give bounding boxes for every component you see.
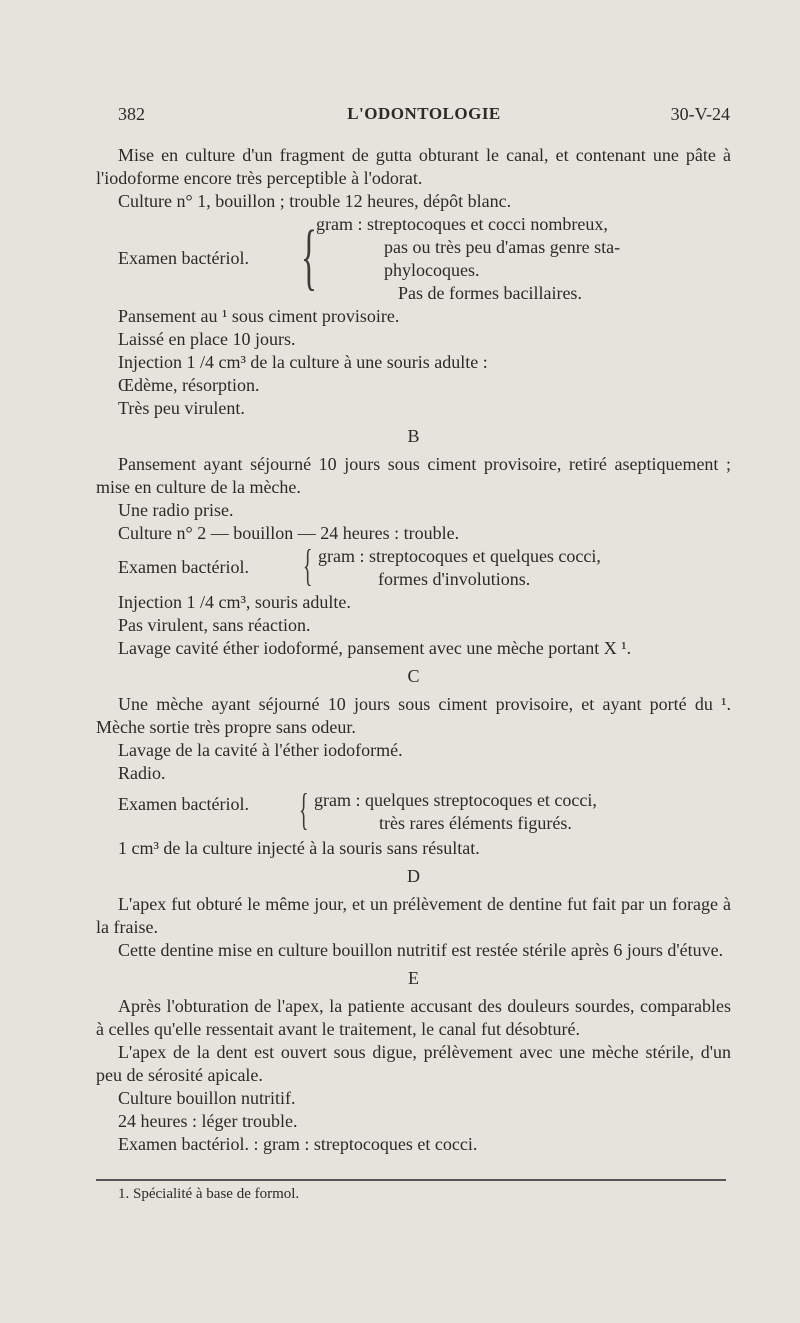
exam-line: Pas de formes bacillaires.	[398, 283, 582, 303]
exam-results	[318, 545, 601, 591]
text-line: 1 cm³ de la culture injecté à la souris sans résultat.	[118, 838, 480, 858]
exam-label: Examen bactériol.	[118, 248, 249, 268]
text-line: Culture bouillon nutritif.	[118, 1088, 296, 1108]
exam-block	[96, 541, 731, 591]
exam-line: gram : quelques streptocoques et cocci,	[314, 790, 597, 810]
footnote: 1. Spécialité à base de formol.	[118, 1186, 300, 1202]
article-body	[96, 144, 731, 1156]
exam-line: pas ou très peu d'amas genre sta-	[384, 237, 621, 257]
running-title: L'ODONTOLOGIE	[347, 104, 501, 123]
text-line: Culture n° 2 — bouillon — 24 heures : trouble.	[118, 523, 460, 543]
exam-line: très rares éléments figurés.	[379, 813, 572, 833]
section-heading-e: E	[408, 968, 419, 988]
culture-line: Culture n° 1, bouillon ; trouble 12 heures, dépôt blanc.	[118, 191, 512, 211]
exam-results	[314, 789, 597, 835]
brace: {	[301, 216, 317, 298]
text-line: 24 heures : léger trouble.	[118, 1111, 298, 1131]
exam-results	[316, 213, 620, 305]
paragraph: Une mèche ayant séjourné 10 jours sous ciment provisoire, et ayant porté du ¹. Mèche sortie très propre sans odeur.	[96, 694, 731, 737]
paragraph: Pansement ayant séjourné 10 jours sous ciment provisoire, retiré aseptiquement ; mise en culture de la mèche.	[96, 454, 731, 497]
paragraph: L'apex fut obturé le même jour, et un prélèvement de dentine fut fait par un forage à la fraise.	[96, 894, 731, 937]
section-heading-c: C	[407, 666, 420, 686]
section-heading-b: B	[407, 426, 420, 446]
text-line: Radio.	[118, 763, 166, 783]
page-number: 382	[118, 104, 145, 124]
text-line: Pas virulent, sans réaction.	[118, 615, 311, 635]
text-line: Injection 1 /4 cm³, souris adulte.	[118, 592, 351, 612]
running-header	[118, 104, 730, 130]
exam-line: gram : streptocoques et cocci nombreux,	[316, 214, 608, 234]
exam-line: formes d'involutions.	[378, 569, 531, 589]
text-line: Très peu virulent.	[118, 398, 245, 418]
text-line: Lavage de la cavité à l'éther iodoformé.	[118, 740, 403, 760]
issue-date: 30-V-24	[670, 104, 730, 124]
text-line: Laissé en place 10 jours.	[118, 329, 296, 349]
exam-block	[96, 787, 731, 837]
text-line: Pansement au ¹ sous ciment provisoire.	[118, 306, 400, 326]
exam-line: gram : streptocoques et quelques cocci,	[318, 546, 601, 566]
brace: {	[299, 785, 309, 834]
text-line: Une radio prise.	[118, 500, 234, 520]
paragraph: Lavage cavité éther iodoformé, pansement avec une mèche portant X ¹.	[118, 638, 632, 658]
paragraph: Après l'obturation de l'apex, la patiente accusant des douleurs sourdes, comparables à celles qu'elle ressentait avant le traitement, le canal fut désobturé.	[96, 996, 731, 1039]
exam-line: phylocoques.	[384, 260, 480, 280]
text-line: Injection 1 /4 cm³ de la culture à une souris adulte :	[118, 352, 488, 372]
footnote-divider	[96, 1179, 726, 1181]
paragraph: L'apex de la dent est ouvert sous digue, prélèvement avec une mèche stérile, d'un peu de sérosité apicale.	[96, 1042, 731, 1085]
text-line: Examen bactériol. : gram : streptocoques et cocci.	[118, 1134, 478, 1154]
text-line: Œdème, résorption.	[118, 375, 260, 395]
exam-label: Examen bactériol.	[118, 794, 249, 814]
paragraph: Cette dentine mise en culture bouillon nutritif est restée stérile après 6 jours d'étuve.	[118, 940, 724, 960]
exam-label: Examen bactériol.	[118, 557, 249, 577]
brace: {	[303, 541, 313, 590]
exam-block	[96, 213, 731, 305]
paragraph: Mise en culture d'un fragment de gutta obturant le canal, et contenant une pâte à l'iodoforme encore très perceptible à l'odorat.	[96, 145, 731, 188]
section-heading-d: D	[407, 866, 420, 886]
